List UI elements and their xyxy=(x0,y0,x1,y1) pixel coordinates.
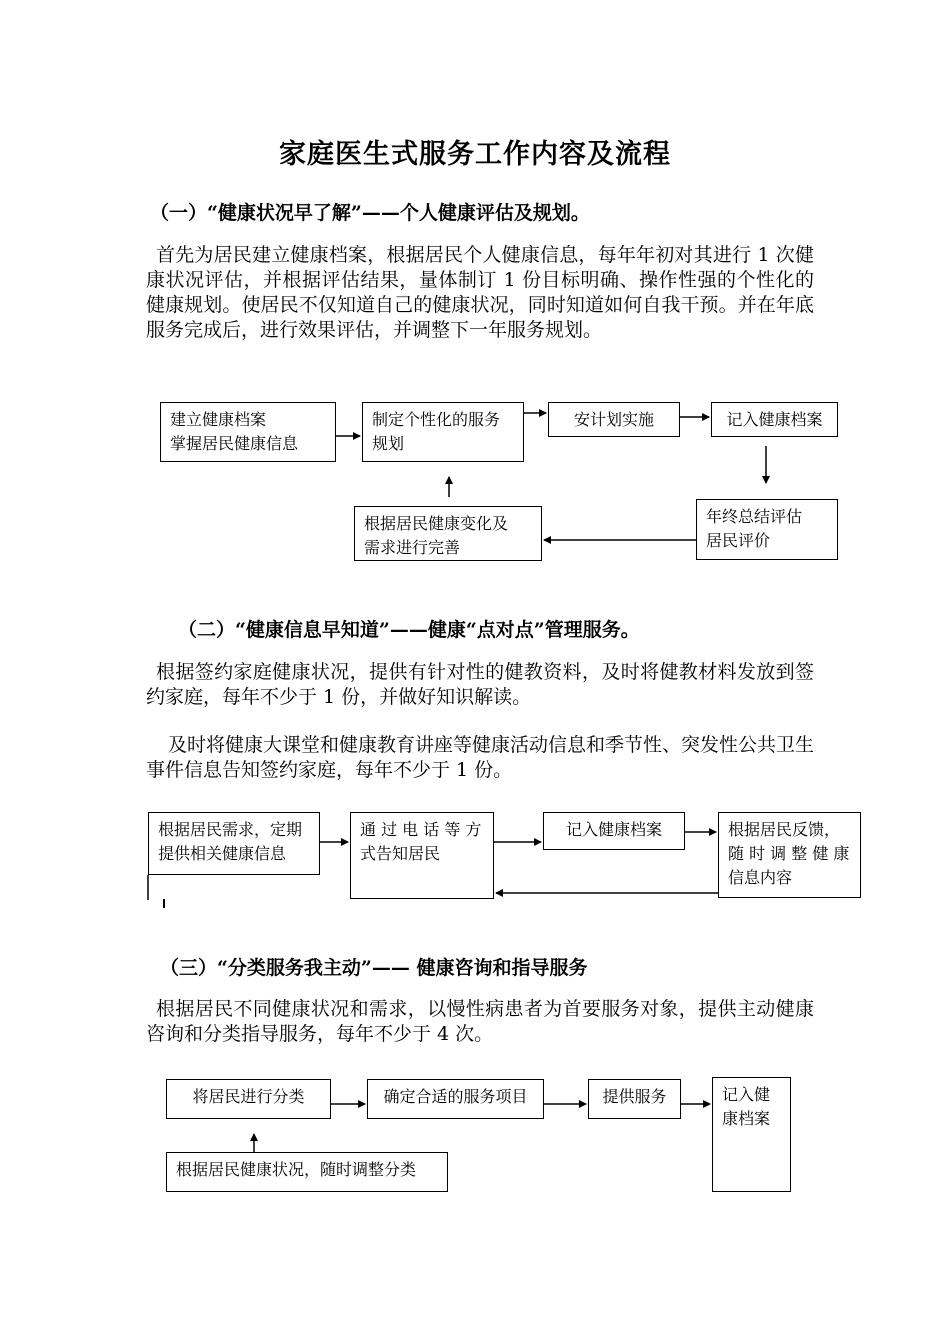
section-2-paragraph-2: 及时将健康大课堂和健康教育讲座等健康活动信息和季节性、突发性公共卫生事件信息告知签约家庭，每年不少于 1 份。 xyxy=(146,734,815,781)
flow3-box-record xyxy=(712,1077,791,1192)
box-line: 根据居民健康变化及 xyxy=(364,514,509,533)
section-1-paragraph: 首先为居民建立健康档案，根据居民个人健康信息，每年年初对其进行 1 次健康状况评估，并根据评估结果，量体制订 1 份目标明确、操作性强的个性化的健康规划。使居民不仅知道自己的健康状况，同时知道如何自我干预。并在年底服务完成后，进行效果评估，并调整下一年服务规划。 xyxy=(146,244,814,341)
box-line: 根据居民反馈， xyxy=(728,820,841,839)
flow3-box-provide-service xyxy=(588,1079,681,1119)
box-line: 根据居民需求，定期 xyxy=(158,820,303,839)
flow1-box-record xyxy=(711,402,838,437)
box-line: 记入健康档案 xyxy=(726,410,823,429)
section-3-paragraph: 根据居民不同健康状况和需求，以慢性病患者为首要服务对象，提供主动健康咨询和分类指导服务，每年不少于 4 次。 xyxy=(146,998,814,1045)
box-line: 康档案 xyxy=(722,1109,771,1128)
flow3-box-classify xyxy=(166,1079,331,1119)
flow2-box-adjust xyxy=(718,812,861,898)
flow1-box-year-end-eval xyxy=(696,499,838,560)
box-line: 信息内容 xyxy=(728,868,793,887)
section-1-heading: （一）“健康状况早了解”——个人健康评估及规划。 xyxy=(150,202,590,224)
flow2-box-notify xyxy=(350,812,494,899)
box-line: 掌握居民健康信息 xyxy=(170,434,299,453)
box-line: 随 时 调 整 健 康 xyxy=(728,844,850,863)
box-line: 制定个性化的服务 xyxy=(372,410,501,429)
flow1-box-make-plan xyxy=(362,402,524,462)
box-line: 需求进行完善 xyxy=(364,538,461,557)
flow3-box-select-service xyxy=(367,1079,544,1119)
box-line: 规划 xyxy=(372,434,405,453)
box-line: 确定合适的服务项目 xyxy=(383,1087,528,1106)
flow1-box-implement xyxy=(548,402,680,437)
box-line: 将居民进行分类 xyxy=(192,1087,305,1106)
flow1-box-build-record xyxy=(160,402,336,462)
box-line: 居民评价 xyxy=(706,531,771,550)
flow2-box-provide-info xyxy=(148,812,320,875)
flow1-box-refine xyxy=(354,506,542,561)
box-line: 提供相关健康信息 xyxy=(158,844,287,863)
box-line: 通 过 电 话 等 方 xyxy=(360,820,482,839)
section-2-paragraph-1: 根据签约家庭健康状况，提供有针对性的健教资料，及时将健教材料发放到签约家庭，每年不少于 1 份，并做好知识解读。 xyxy=(146,661,814,708)
box-line: 安计划实施 xyxy=(573,410,654,429)
box-line: 记入健康档案 xyxy=(565,820,662,839)
section-3-heading: （三）“分类服务我主动”—— 健康咨询和指导服务 xyxy=(160,957,588,979)
box-line: 式告知居民 xyxy=(360,844,441,863)
box-line: 记入健 xyxy=(722,1085,771,1104)
box-line: 根据居民健康状况，随时调整分类 xyxy=(176,1160,417,1179)
box-line: 建立健康档案 xyxy=(170,410,267,429)
box-line: 年终总结评估 xyxy=(706,507,803,526)
section-2-heading: （二）“健康信息早知道”——健康“点对点”管理服务。 xyxy=(178,619,640,641)
box-line: 提供服务 xyxy=(602,1087,667,1106)
flow2-box-record xyxy=(543,812,685,850)
page-title: 家庭医生式服务工作内容及流程 xyxy=(279,139,671,170)
flow3-box-adjust-classify xyxy=(166,1152,448,1192)
